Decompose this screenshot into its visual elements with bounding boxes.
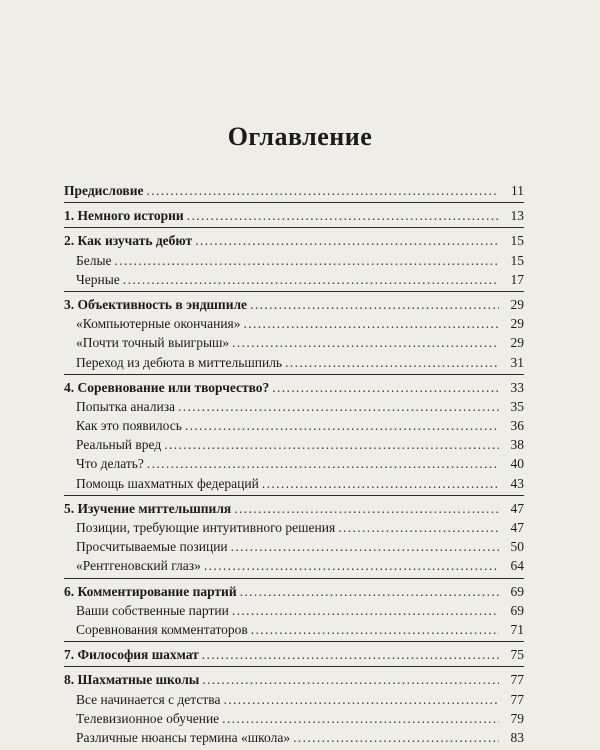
toc-entry-title: Черные — [76, 271, 120, 287]
toc-entry-title: Предисловие — [64, 183, 144, 198]
dot-leader — [146, 181, 499, 200]
dot-leader — [204, 556, 499, 575]
toc-entry-title: Ваши собственные партии — [76, 602, 229, 618]
toc-entry-title: 5. Изучение миттельшпиля — [64, 500, 232, 516]
section-divider — [64, 227, 524, 228]
dot-leader — [185, 416, 499, 435]
toc-entry-page-number: 40 — [510, 456, 524, 472]
toc-entry-title: Что делать? — [76, 456, 144, 472]
toc-section-entry — [64, 518, 524, 537]
toc-chapter-entry — [64, 499, 524, 518]
toc-section-entry — [64, 251, 524, 270]
dot-leader — [115, 251, 499, 270]
toc-chapter-entry — [64, 181, 524, 200]
dot-leader — [251, 620, 499, 639]
toc-entry-title: Соревнования комментаторов — [76, 621, 248, 637]
toc-chapter-entry — [64, 670, 524, 689]
toc-entry-title: Как это появилось — [76, 418, 182, 434]
toc-entry-page-number: 31 — [510, 354, 524, 370]
toc-entry-page-number: 29 — [510, 335, 524, 351]
toc-entry-title: 7. Философия шахмат — [64, 647, 199, 663]
dot-leader — [231, 537, 499, 556]
toc-entry-title: Помощь шахматных федераций — [76, 475, 259, 491]
toc-entry-page-number: 83 — [510, 729, 524, 745]
toc-entry-page-number: 35 — [510, 398, 524, 414]
toc-section-entry — [64, 474, 524, 493]
toc-entry-page-number: 13 — [510, 208, 524, 224]
toc-entry-page-number: 29 — [510, 296, 524, 312]
toc-chapter-entry — [64, 582, 524, 601]
dot-leader — [232, 601, 499, 620]
toc-entry-title: 1. Немного истории — [64, 208, 184, 224]
toc-entry-page-number: 29 — [510, 316, 524, 332]
dot-leader — [223, 690, 499, 709]
dot-leader — [164, 435, 499, 454]
dot-leader — [147, 454, 499, 473]
toc-entry-title: Позиции, требующие интуитивного решения — [76, 520, 336, 535]
toc-entry-title: Телевизионное обучение — [76, 710, 220, 726]
toc-entry-page-number: 69 — [510, 602, 524, 618]
toc-entry-page-number: 75 — [510, 647, 524, 663]
toc-entry-title: Просчитываемые позиции — [76, 539, 228, 555]
dot-leader — [187, 206, 499, 225]
dot-leader — [232, 333, 499, 352]
toc-section-entry — [64, 690, 524, 709]
dot-leader — [195, 231, 499, 250]
section-divider — [64, 291, 524, 292]
section-divider — [64, 641, 524, 642]
toc-entry-page-number: 77 — [510, 672, 524, 688]
dot-leader — [222, 709, 499, 728]
dot-leader — [250, 295, 499, 314]
dot-leader — [262, 474, 499, 493]
page-title: Оглавление — [227, 122, 373, 151]
dot-leader — [123, 270, 499, 289]
toc-entry-title: 4. Соревнование или творчество? — [64, 379, 270, 395]
toc-section-entry — [64, 416, 524, 435]
toc-entry-title: «Рентгеновский глаз» — [76, 558, 201, 574]
toc-section-entry — [64, 314, 524, 333]
toc-entry-title: 8. Шахматные школы — [64, 672, 200, 688]
toc-entry-page-number: 15 — [510, 233, 524, 249]
toc-entry-page-number: 47 — [510, 520, 524, 535]
toc-entry-page-number: 71 — [510, 621, 524, 637]
toc-entry-title: Реальный вред — [76, 437, 162, 453]
section-divider — [64, 666, 524, 667]
table-of-contents — [64, 181, 524, 747]
dot-leader — [202, 645, 499, 664]
toc-section-entry — [64, 333, 524, 352]
toc-chapter-entry — [64, 206, 524, 225]
toc-section-entry — [64, 556, 524, 575]
toc-entry-page-number: 47 — [510, 500, 524, 516]
toc-entry-page-number: 11 — [511, 183, 524, 198]
dot-leader — [202, 670, 499, 689]
section-divider — [64, 374, 524, 375]
section-divider — [64, 202, 524, 203]
toc-entry-page-number: 15 — [510, 252, 524, 268]
toc-entry-title: Белые — [76, 252, 112, 268]
toc-entry-page-number: 36 — [510, 418, 524, 434]
toc-chapter-entry — [64, 378, 524, 397]
dot-leader — [244, 314, 500, 333]
toc-entry-page-number: 77 — [510, 691, 524, 707]
toc-entry-page-number: 43 — [510, 475, 524, 491]
section-divider — [64, 495, 524, 496]
toc-chapter-entry — [64, 645, 524, 664]
dot-leader — [240, 582, 499, 601]
toc-entry-title: Различные нюансы термина «школа» — [76, 729, 291, 745]
toc-section-entry — [64, 709, 524, 728]
toc-entry-title: «Почти точный выигрыш» — [76, 335, 230, 351]
toc-section-entry — [64, 601, 524, 620]
toc-section-entry — [64, 454, 524, 473]
section-divider — [64, 578, 524, 579]
toc-entry-page-number: 79 — [510, 710, 524, 726]
dot-leader — [178, 397, 499, 416]
dot-leader — [272, 378, 499, 397]
toc-entry-title: 6. Комментирование партий — [64, 583, 237, 599]
toc-section-entry — [64, 620, 524, 639]
toc-chapter-entry — [64, 295, 524, 314]
dot-leader — [234, 499, 499, 518]
toc-chapter-entry — [64, 231, 524, 250]
dot-leader — [293, 728, 499, 747]
toc-entry-title: Переход из дебюта в миттельшпиль — [76, 354, 283, 370]
toc-section-entry — [64, 537, 524, 556]
toc-entry-page-number: 64 — [510, 558, 524, 574]
dot-leader — [338, 518, 499, 537]
toc-entry-page-number: 38 — [510, 437, 524, 453]
toc-section-entry — [64, 270, 524, 289]
toc-entry-title: Попытка анализа — [76, 398, 176, 414]
toc-entry-page-number: 50 — [510, 539, 524, 555]
dot-leader — [285, 353, 499, 372]
toc-entry-title: Все начинается с детства — [76, 691, 221, 707]
toc-entry-page-number: 69 — [510, 583, 524, 599]
toc-section-entry — [64, 435, 524, 454]
toc-entry-title: 2. Как изучать дебют — [64, 233, 193, 249]
toc-entry-title: «Компьютерные окончания» — [76, 316, 241, 332]
toc-entry-page-number: 33 — [510, 379, 524, 395]
toc-section-entry — [64, 397, 524, 416]
toc-entry-page-number: 17 — [510, 271, 524, 287]
toc-section-entry — [64, 728, 524, 747]
toc-section-entry — [64, 353, 524, 372]
toc-entry-title: 3. Объективность в эндшпиле — [64, 296, 248, 312]
